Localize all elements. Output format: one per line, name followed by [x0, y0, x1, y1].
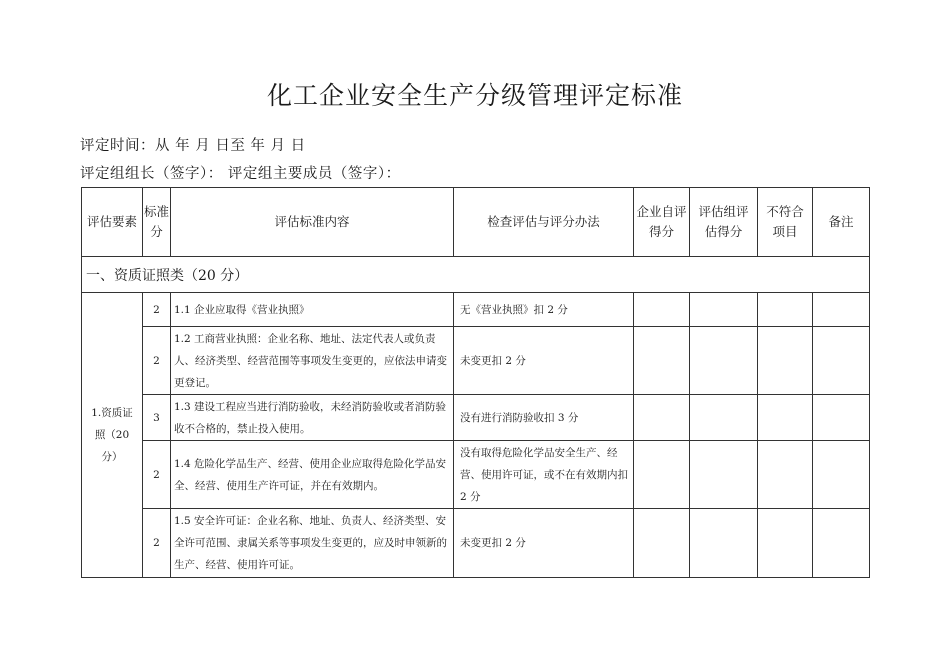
- evaluation-factor-group: 1.资质证照（20分）: [82, 293, 143, 578]
- row-score: 2: [143, 441, 171, 509]
- evaluation-time: 评定时间：从 年 月 日至 年 月 日: [80, 138, 306, 154]
- header-factor: 评估要素: [82, 188, 143, 257]
- self-score-cell[interactable]: [634, 509, 690, 578]
- header-remark: 备注: [813, 188, 870, 257]
- header-content: 评估标准内容: [171, 188, 454, 257]
- group-score-cell[interactable]: [690, 293, 758, 327]
- row-method: 未变更扣 2 分: [454, 327, 634, 395]
- table-row: [82, 509, 870, 578]
- evaluation-group-signature: 评定组组长（签字）： 评定组主要成员（签字）：: [80, 166, 401, 182]
- section-title: 一、资质证照类（20 分）: [82, 257, 870, 293]
- row-score: 3: [143, 395, 171, 441]
- self-score-cell[interactable]: [634, 327, 690, 395]
- table-row: [82, 441, 870, 509]
- row-method: 没有进行消防验收扣 3 分: [454, 395, 634, 441]
- header-self-score: 企业自评得分: [634, 188, 690, 257]
- row-score: 2: [143, 327, 171, 395]
- remark-cell[interactable]: [813, 441, 870, 509]
- row-method: 未变更扣 2 分: [454, 509, 634, 578]
- table-row: [82, 395, 870, 441]
- remark-cell[interactable]: [813, 395, 870, 441]
- row-content: 1.4 危险化学品生产、经营、使用企业应取得危险化学品安全、经营、使用生产许可证，并在有效期内。: [171, 441, 454, 509]
- row-method: 没有取得危险化学品安全生产、经营、使用许可证，或不在有效期内扣 2 分: [454, 441, 634, 509]
- group-score-cell[interactable]: [690, 509, 758, 578]
- header-nonconform: 不符合项目: [758, 188, 813, 257]
- row-content: 1.2 工商营业执照：企业名称、地址、法定代表人或负责人、经济类型、经营范围等事项发生变更的，应依法申请变更登记。: [171, 327, 454, 395]
- nonconform-cell[interactable]: [758, 327, 813, 395]
- self-score-cell[interactable]: [634, 395, 690, 441]
- row-content: 1.1 企业应取得《营业执照》: [171, 293, 454, 327]
- header-method: 检查评估与评分办法: [454, 188, 634, 257]
- group-score-cell[interactable]: [690, 327, 758, 395]
- nonconform-cell[interactable]: [758, 395, 813, 441]
- self-score-cell[interactable]: [634, 293, 690, 327]
- remark-cell[interactable]: [813, 509, 870, 578]
- header-score: 标准分: [143, 188, 171, 257]
- group-score-cell[interactable]: [690, 441, 758, 509]
- header-group-score: 评估组评估得分: [690, 188, 758, 257]
- nonconform-cell[interactable]: [758, 509, 813, 578]
- nonconform-cell[interactable]: [758, 293, 813, 327]
- remark-cell[interactable]: [813, 327, 870, 395]
- section-row: [82, 257, 870, 293]
- self-score-cell[interactable]: [634, 441, 690, 509]
- table-header-row: [82, 188, 870, 257]
- group-score-cell[interactable]: [690, 395, 758, 441]
- row-content: 1.5 安全许可证：企业名称、地址、负责人、经济类型、安全许可范围、隶属关系等事项发生变更的，应及时申领新的生产、经营、使用许可证。: [171, 509, 454, 578]
- remark-cell[interactable]: [813, 293, 870, 327]
- row-content: 1.3 建设工程应当进行消防验收，未经消防验收或者消防验收不合格的，禁止投入使用。: [171, 395, 454, 441]
- row-score: 2: [143, 293, 171, 327]
- row-score: 2: [143, 509, 171, 578]
- row-method: 无《营业执照》扣 2 分: [454, 293, 634, 327]
- nonconform-cell[interactable]: [758, 441, 813, 509]
- table-row: [82, 293, 870, 327]
- page-title: 化工企业安全生产分级管理评定标准: [266, 81, 683, 110]
- evaluation-table: [81, 187, 870, 578]
- table-row: [82, 327, 870, 395]
